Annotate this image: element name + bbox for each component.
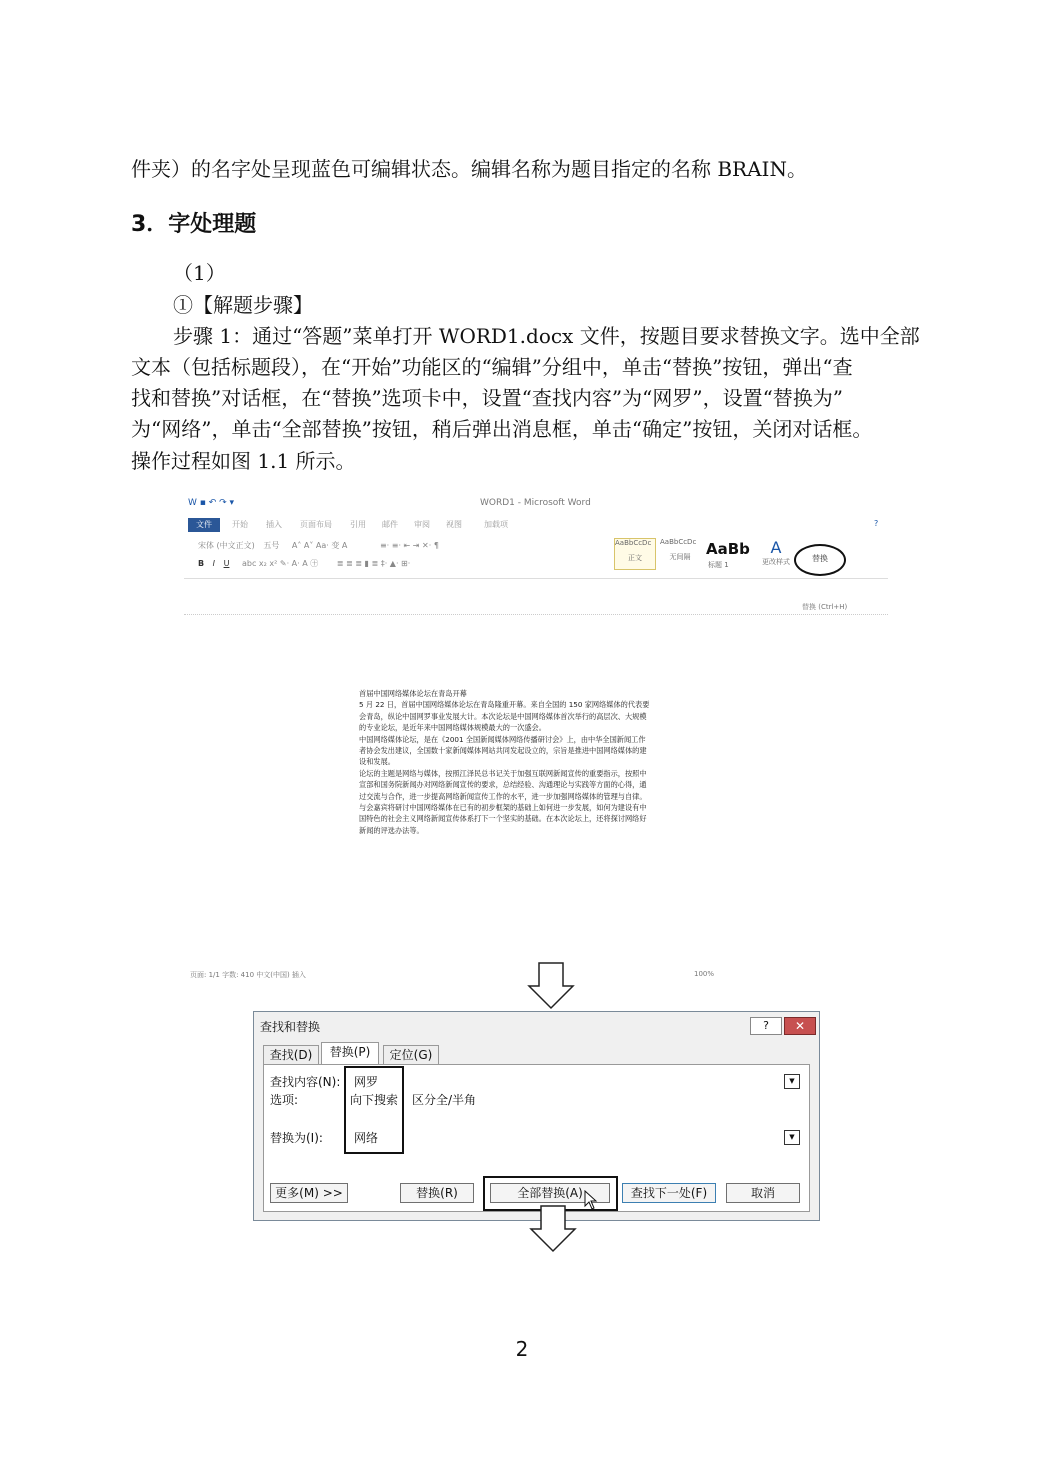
- options-extra: 区分全/半角: [412, 1093, 477, 1107]
- doc-line: 新闻的评选办法等。: [359, 825, 424, 835]
- change-styles-button[interactable]: [758, 538, 794, 568]
- word-tab-insert[interactable]: 插入: [266, 520, 282, 529]
- section-heading: 3．字处理题: [131, 212, 257, 237]
- replace-dropdown-icon[interactable]: ▼: [784, 1130, 800, 1145]
- find-dropdown-icon[interactable]: ▼: [784, 1074, 800, 1089]
- down-arrow-icon: [529, 1205, 577, 1253]
- tab-replace[interactable]: 替换(P): [321, 1042, 379, 1064]
- word-app-icon: W ▪ ↶ ↷ ▾: [188, 498, 235, 508]
- bold-icon[interactable]: B: [198, 559, 205, 568]
- word-zoom-level: 100%: [694, 970, 715, 978]
- doc-line: 首届中国网络媒体论坛在青岛开幕: [359, 689, 467, 698]
- word-font-row: [198, 540, 439, 551]
- word-tab-references[interactable]: 引用: [350, 520, 366, 529]
- para-line-1: 步骤 1：通过“答题”菜单打开 WORD1.docx 文件，按题目要求替换文字。选中全部: [173, 324, 920, 348]
- options-label: 选项:: [270, 1093, 299, 1107]
- word-font-size[interactable]: 五号: [263, 541, 280, 550]
- underline-icon[interactable]: U: [223, 559, 230, 568]
- doc-line: 与会嘉宾将研讨中国网络媒体在已有的初步框架的基础上如何进一步发展，如何为建设有中: [359, 803, 647, 813]
- word-help-icon[interactable]: ?: [874, 519, 879, 528]
- replace-input[interactable]: 网络: [354, 1131, 379, 1145]
- down-arrow-icon: [527, 962, 575, 1010]
- style-no-spacing[interactable]: [660, 538, 700, 568]
- doc-line: 的专业论坛，是近年来中国网络媒体规模最大的一次盛会。: [359, 723, 546, 733]
- word-status-bar: 页面: 1/1 字数: 410 中文(中国) 插入: [190, 971, 306, 979]
- style-normal[interactable]: [614, 538, 656, 570]
- replace-button[interactable]: 替换(R): [400, 1183, 474, 1203]
- para-line-5: 操作过程如图 1.1 所示。: [131, 449, 356, 473]
- dialog-close-button[interactable]: ✕: [784, 1017, 816, 1035]
- para-line-4: 为“网络”，单击“全部替换”按钮，稍后弹出消息框，单击“确定”按钮，关闭对话框。: [131, 417, 873, 441]
- word-ribbon: [184, 534, 888, 579]
- find-input[interactable]: 网罗: [354, 1075, 379, 1089]
- find-label: 查找内容(N):: [270, 1075, 341, 1089]
- doc-line: 宣部和国务院新闻办对网络新闻宣传的要求，总结经验、沟通理论与实践等方面的心得，通: [359, 780, 647, 790]
- change-styles-label: 更改样式: [762, 558, 790, 566]
- word-highlight-tools-icon: abc x₂ x² ✎· A· A ㊉: [241, 559, 319, 568]
- doc-line: 5 月 22 日，首届中国网络媒体论坛在青岛隆重开幕。来自全国的 150 家网络媒体的代表要: [359, 700, 650, 710]
- para-line-2: 文本（包括标题段），在“开始”功能区的“编辑”分组中，单击“替换”按钮，弹出“查: [131, 355, 853, 379]
- find-replace-values-highlight: [344, 1066, 404, 1154]
- more-button[interactable]: 更多(M) >>: [270, 1183, 348, 1203]
- tab-goto[interactable]: 定位(G): [383, 1045, 439, 1065]
- dialog-title: 查找和替换: [260, 1020, 321, 1034]
- doc-line: 过交流与合作，进一步提高网络新闻宣传工作的水平，进一步加强网络媒体的管理与自律。: [359, 791, 647, 801]
- word-ribbon-tabs: [184, 518, 888, 532]
- style-no-spacing-preview: AaBbCcDc: [660, 538, 697, 546]
- style-normal-label: 正文: [628, 554, 642, 562]
- style-no-spacing-label: 无间隔: [669, 553, 691, 561]
- word-align-tools-icon: ≣ ≣ ≣ ▮ ≣ ‡· ▲· ⊞·: [336, 559, 411, 568]
- doc-line: 论坛的主题是网络与媒体，按照江泽民总书记关于加强互联网新闻宣传的重要指示，按照中: [359, 768, 647, 778]
- page-number: 2: [515, 1337, 529, 1361]
- italic-icon[interactable]: I: [212, 559, 216, 568]
- word-font-name[interactable]: 宋体 (中文正文): [198, 541, 255, 550]
- word-tab-home[interactable]: 开始: [232, 520, 248, 529]
- doc-line: 设和发展。: [359, 757, 395, 767]
- replace-button-label: 替换: [812, 554, 828, 563]
- doc-line: 者协会发出建议，全国数十家新闻媒体网站共同发起设立的，宗旨是推进中国网络媒体的建: [359, 746, 647, 756]
- change-styles-icon: A: [770, 538, 782, 557]
- word-title-bar: [184, 494, 888, 512]
- step-index: （1）: [173, 261, 226, 285]
- doc-line: 国特色的社会主义网络新闻宣传体系打下一个坚实的基础。在本次论坛上，还将探讨网络好: [359, 814, 647, 824]
- doc-line: 中国网络媒体论坛，是在《2001 全国新闻媒体网络传播研讨会》上，由中华全国新闻工作: [359, 734, 646, 744]
- step-title: ①【解题步骤】: [173, 293, 313, 317]
- style-normal-preview: AaBbCcDc: [615, 539, 652, 547]
- word-tab-view[interactable]: 视图: [446, 520, 462, 529]
- replace-button-highlight[interactable]: [794, 544, 846, 576]
- word-paragraph-tools-icon: ≡· ≡· ⇤ ⇥ ✕· ¶: [379, 541, 439, 550]
- word-file-tab[interactable]: 文件: [188, 518, 220, 532]
- word-tab-review[interactable]: 审阅: [414, 520, 430, 529]
- intro-line: 件夹）的名字处呈现蓝色可编辑状态。编辑名称为题目指定的名称 BRAIN。: [131, 157, 807, 181]
- replace-tooltip: 替换 (Ctrl+H): [802, 603, 848, 611]
- word-window-screenshot: [184, 494, 888, 984]
- cancel-button[interactable]: 取消: [726, 1183, 800, 1203]
- doc-line: 会青岛，纵论中国网罗事业发展大计。本次论坛是中国网络媒体首次举行的高层次、大规模: [359, 711, 647, 721]
- replace-label: 替换为(I):: [270, 1131, 323, 1145]
- word-window-title: WORD1 - Microsoft Word: [480, 498, 591, 508]
- dialog-help-button[interactable]: ?: [750, 1017, 782, 1035]
- options-value: 向下搜索: [350, 1093, 399, 1107]
- replace-all-button[interactable]: 全部替换(A): [490, 1183, 610, 1203]
- word-ruler: [184, 602, 888, 615]
- style-heading1-label: 标题 1: [708, 561, 729, 569]
- word-font-tools-icon: A˄ A˅ Aa· 变 A: [291, 541, 348, 550]
- find-replace-dialog: [253, 1011, 820, 1221]
- word-tab-addins[interactable]: 加载项: [484, 520, 508, 529]
- style-heading1-preview[interactable]: AaBb: [706, 540, 750, 558]
- find-next-button[interactable]: 查找下一处(F): [622, 1183, 716, 1203]
- word-tab-layout[interactable]: 页面布局: [300, 520, 332, 529]
- tab-find[interactable]: 查找(D): [263, 1045, 319, 1065]
- mouse-cursor-icon: [584, 1190, 598, 1210]
- word-format-row: [198, 558, 410, 569]
- para-line-3: 找和替换”对话框，在“替换”选项卡中，设置“查找内容”为“网罗”，设置“替换为”: [131, 386, 844, 410]
- word-tab-mailings[interactable]: 邮件: [382, 520, 398, 529]
- word-document-body: [359, 688, 719, 836]
